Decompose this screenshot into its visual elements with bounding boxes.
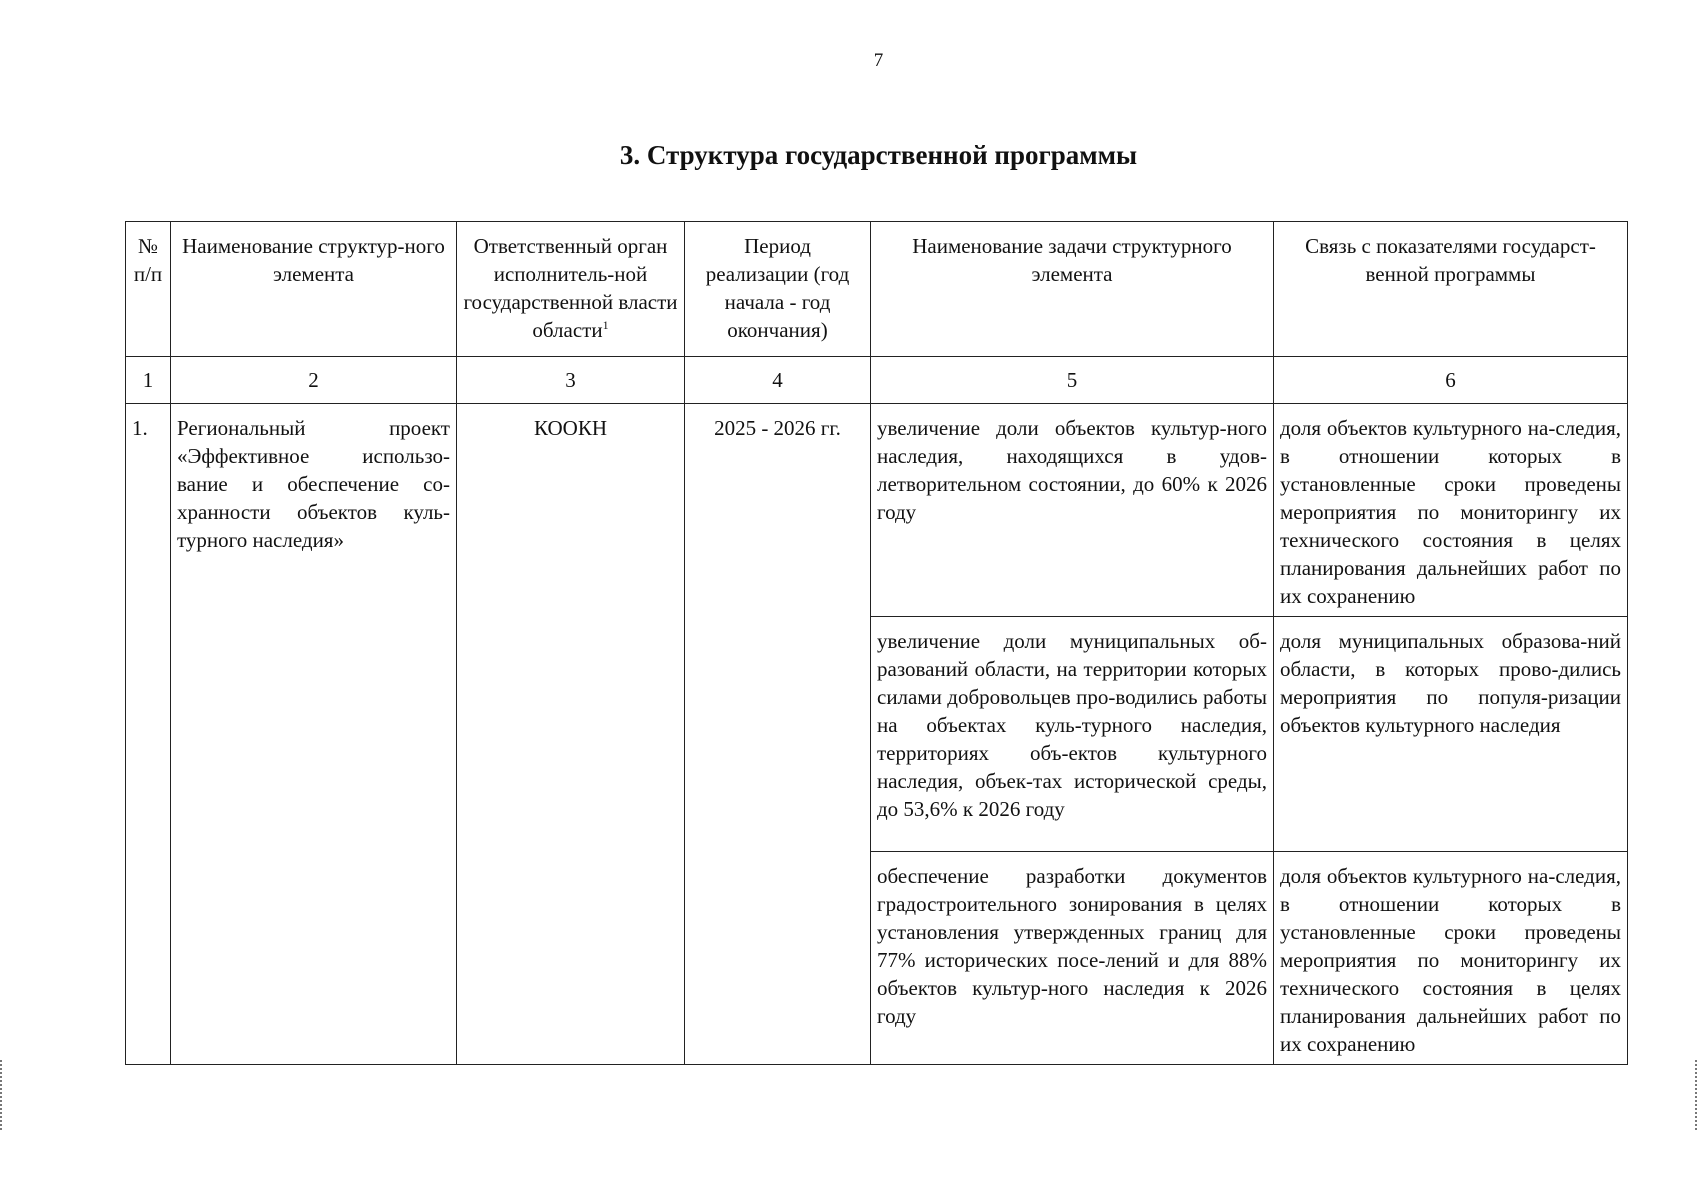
column-number-row <box>126 357 1628 404</box>
column-number: 2 <box>171 357 457 404</box>
footnote-mark: 1 <box>602 318 609 332</box>
header-number: № п/п <box>126 222 171 357</box>
column-number: 3 <box>457 357 685 404</box>
column-number: 5 <box>871 357 1274 404</box>
page-number: 7 <box>873 50 884 71</box>
responsible-organ: КООКН <box>457 404 685 1065</box>
structural-element-name: Региональный проект «Эффективное использо-вание и обеспечение со-хранности объектов куль-турного наследия» <box>171 404 457 1065</box>
column-number: 1 <box>126 357 171 404</box>
header-indicators: Связь с показателями государст-венной программы <box>1274 222 1628 357</box>
header-task: Наименование задачи структурного элемента <box>871 222 1274 357</box>
scan-edge-mark <box>0 1060 6 1130</box>
scan-edge-mark <box>1691 1060 1697 1130</box>
program-structure-table <box>125 221 1628 1065</box>
indicator-cell: доля объектов культурного на-следия, в отношении которых в установленные сроки проведены мероприятия по мониторингу их технического состояния в целях планирования дальнейших работ по их сохранению <box>1274 852 1628 1065</box>
implementation-period: 2025 - 2026 гг. <box>685 404 871 1065</box>
header-responsible-organ <box>457 222 685 357</box>
table-row <box>126 404 1628 617</box>
header-element-name: Наименование структур-ного элемента <box>171 222 457 357</box>
column-number: 6 <box>1274 357 1628 404</box>
indicator-cell: доля объектов культурного на-следия, в отношении которых в установленные сроки проведены мероприятия по мониторингу их технического состояния в целях планирования дальнейших работ по их сохранению <box>1274 404 1628 617</box>
column-number: 4 <box>685 357 871 404</box>
row-number: 1. <box>126 404 171 1065</box>
indicator-cell: доля муниципальных образова-ний области, в которых прово-дились мероприятия по популя-ризации объектов культурного наследия <box>1274 617 1628 852</box>
header-responsible-organ-text: Ответственный орган исполнитель-ной государственной власти области <box>463 234 678 342</box>
table-header-row <box>126 222 1628 357</box>
task-cell: обеспечение разработки документов градостроительного зонирования в целях установления утвержденных границ для 77% исторических посе-лений и для 88% объектов культур-ного наследия к 2026 году <box>871 852 1274 1065</box>
section-title: 3. Структура государственной программы <box>619 140 1138 170</box>
task-cell: увеличение доли объектов культур-ного наследия, находящихся в удов-летворительном состоянии, до 60% к 2026 году <box>871 404 1274 617</box>
header-period: Период реализации (год начала - год окончания) <box>685 222 871 357</box>
task-cell: увеличение доли муниципальных об-разований области, на территории которых силами добровольцев про-водились работы на объектах куль-турного наследия, территориях объ-ектов культурного наследия, объек-тах исторической среды, до 53,6% к 2026 году <box>871 617 1274 852</box>
